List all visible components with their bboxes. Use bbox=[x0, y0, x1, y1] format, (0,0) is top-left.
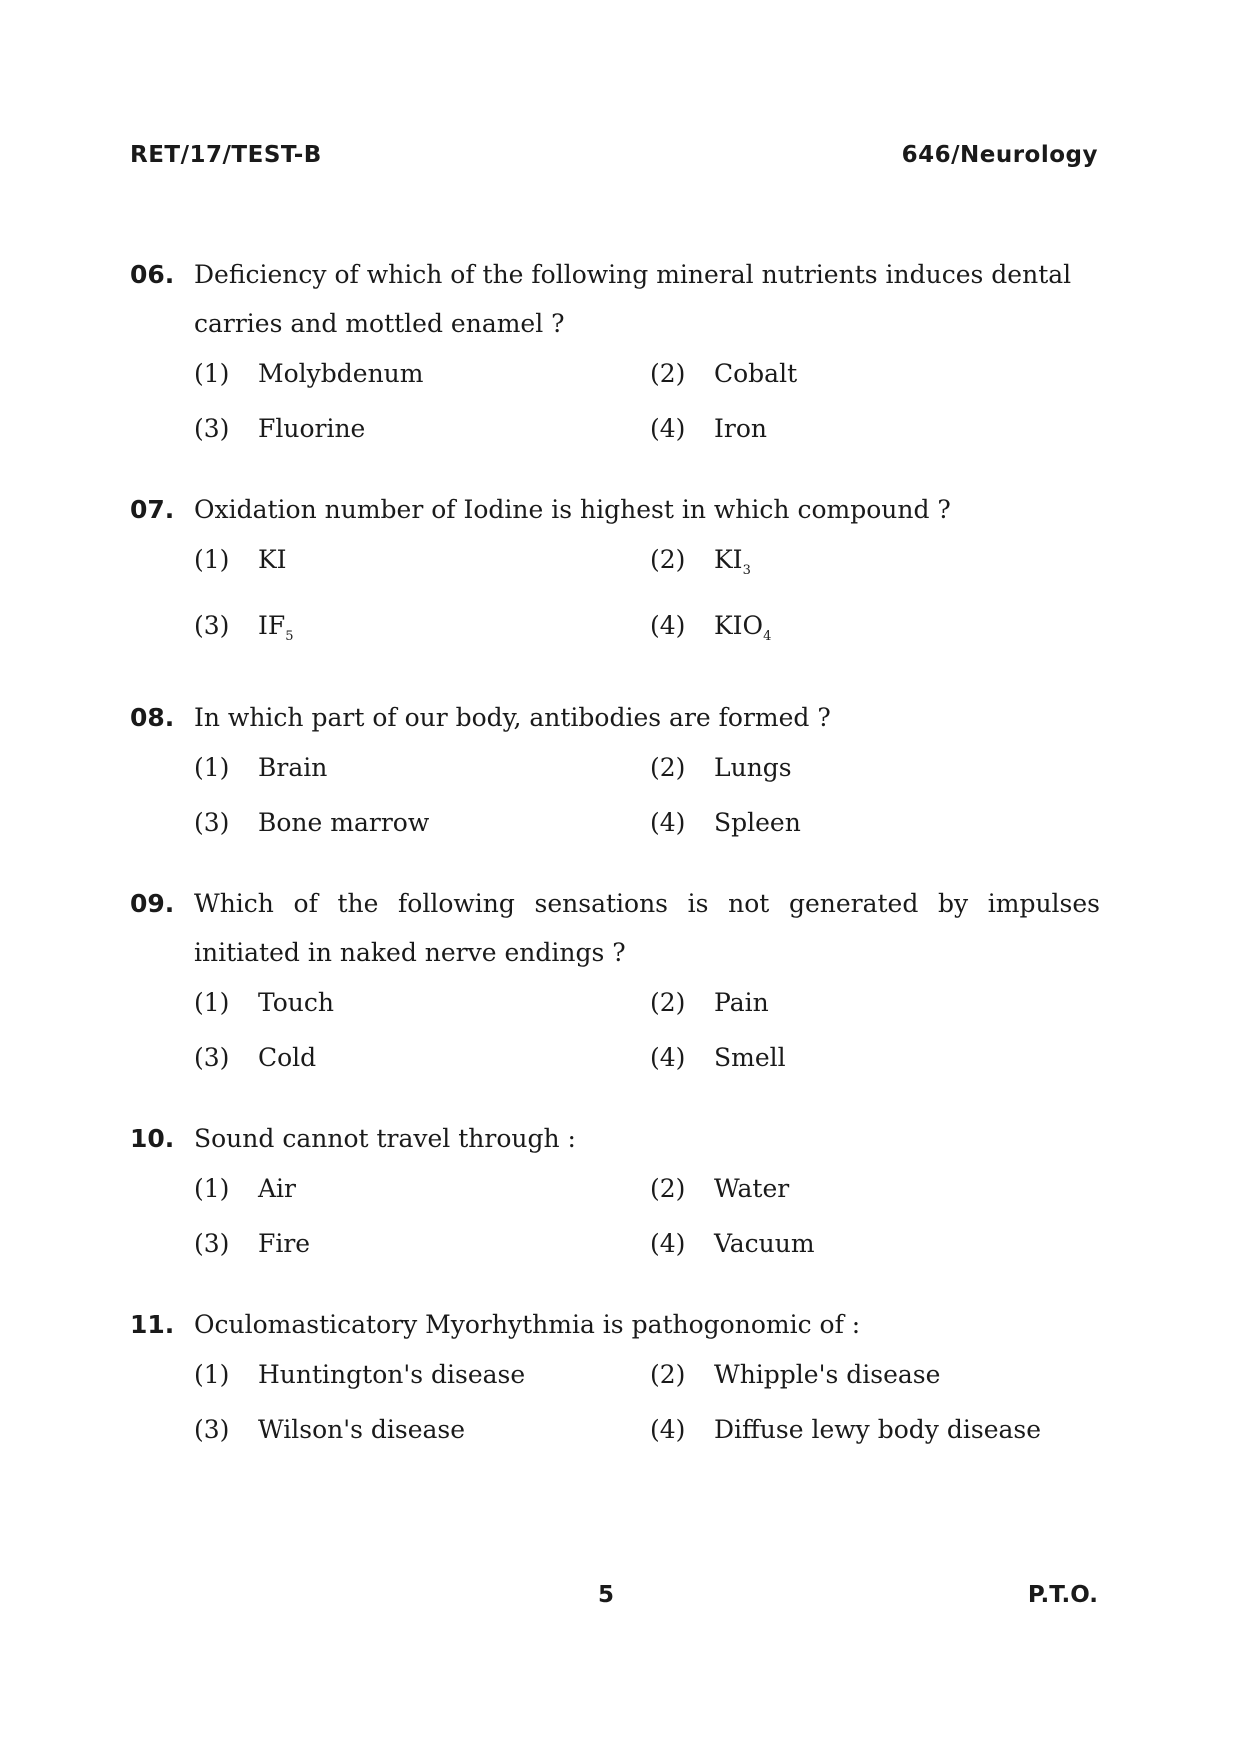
options bbox=[194, 1355, 1100, 1450]
chemical-formula: $KI_3$ bbox=[714, 545, 751, 578]
option-3: (3) Wilson's disease bbox=[194, 1415, 466, 1444]
options bbox=[194, 540, 1100, 657]
option-3: (3) Cold bbox=[194, 1043, 317, 1072]
question-text: Sound cannot travel through : bbox=[194, 1124, 576, 1153]
option-1: (1) Air bbox=[194, 1174, 297, 1203]
option-4: (4) Smell bbox=[650, 1043, 786, 1072]
question-number: 07. bbox=[130, 495, 175, 524]
option-1: (1) Brain bbox=[194, 753, 328, 782]
question-06 bbox=[130, 250, 1100, 449]
question-11 bbox=[130, 1300, 1100, 1450]
option-4: (4) $KIO_4$ bbox=[650, 606, 1100, 657]
question-text: Which of the following sensations is not generated by impulses initiated in naked nerve endings ? bbox=[194, 889, 1100, 967]
option-2: (2) Cobalt bbox=[650, 359, 798, 388]
question-text: Oxidation number of Iodine is highest in which compound ? bbox=[194, 495, 951, 524]
option-4: (4) Diffuse lewy body disease bbox=[650, 1415, 1042, 1444]
option-2: (2) Lungs bbox=[650, 753, 792, 782]
question-number: 11. bbox=[130, 1310, 175, 1339]
option-3: (3) Bone marrow bbox=[194, 808, 430, 837]
question-09 bbox=[130, 879, 1100, 1078]
question-text: In which part of our body, antibodies are formed ? bbox=[194, 703, 831, 732]
option-2: (2) Water bbox=[650, 1174, 790, 1203]
options bbox=[194, 983, 1100, 1078]
option-2: (2) Pain bbox=[650, 988, 769, 1017]
option-1: (1) Molybdenum bbox=[194, 359, 424, 388]
question-07 bbox=[130, 485, 1100, 657]
options bbox=[194, 1169, 1100, 1264]
option-2: (2) $KI_3$ bbox=[650, 540, 1100, 591]
option-4: (4) Spleen bbox=[650, 808, 801, 837]
question-08 bbox=[130, 693, 1100, 843]
options bbox=[194, 354, 1100, 449]
option-4: (4) Vacuum bbox=[650, 1229, 815, 1258]
question-number: 10. bbox=[130, 1124, 175, 1153]
option-3: (3) Fire bbox=[194, 1229, 311, 1258]
option-4: (4) Iron bbox=[650, 414, 767, 443]
question-10 bbox=[130, 1114, 1100, 1264]
question-text: Deficiency of which of the following mineral nutrients induces dental carries and mottled enamel ? bbox=[194, 260, 1072, 338]
option-1: (1) KI bbox=[194, 545, 287, 574]
please-turn-over: P.T.O. bbox=[1027, 1582, 1098, 1608]
chemical-formula: $IF_5$ bbox=[258, 611, 294, 644]
subject-code: 646/Neurology bbox=[901, 142, 1098, 168]
question-number: 08. bbox=[130, 703, 175, 732]
chemical-formula: $KIO_4$ bbox=[714, 611, 772, 644]
option-1: (1) Huntington's disease bbox=[194, 1360, 526, 1389]
question-number: 06. bbox=[130, 260, 175, 289]
option-1: (1) Touch bbox=[194, 988, 334, 1017]
options bbox=[194, 748, 1100, 843]
question-list bbox=[130, 250, 1100, 1486]
page-number: 5 bbox=[598, 1582, 615, 1608]
option-3: (3) Fluorine bbox=[194, 414, 366, 443]
page-footer bbox=[0, 1582, 1240, 1622]
test-code: RET/17/TEST-B bbox=[130, 142, 322, 168]
question-text: Oculomasticatory Myorhythmia is pathogonomic of : bbox=[194, 1310, 861, 1339]
option-2: (2) Whipple's disease bbox=[650, 1360, 941, 1389]
page-header bbox=[130, 142, 1098, 168]
question-number: 09. bbox=[130, 889, 175, 918]
option-3: (3) $IF_5$ bbox=[194, 606, 650, 657]
